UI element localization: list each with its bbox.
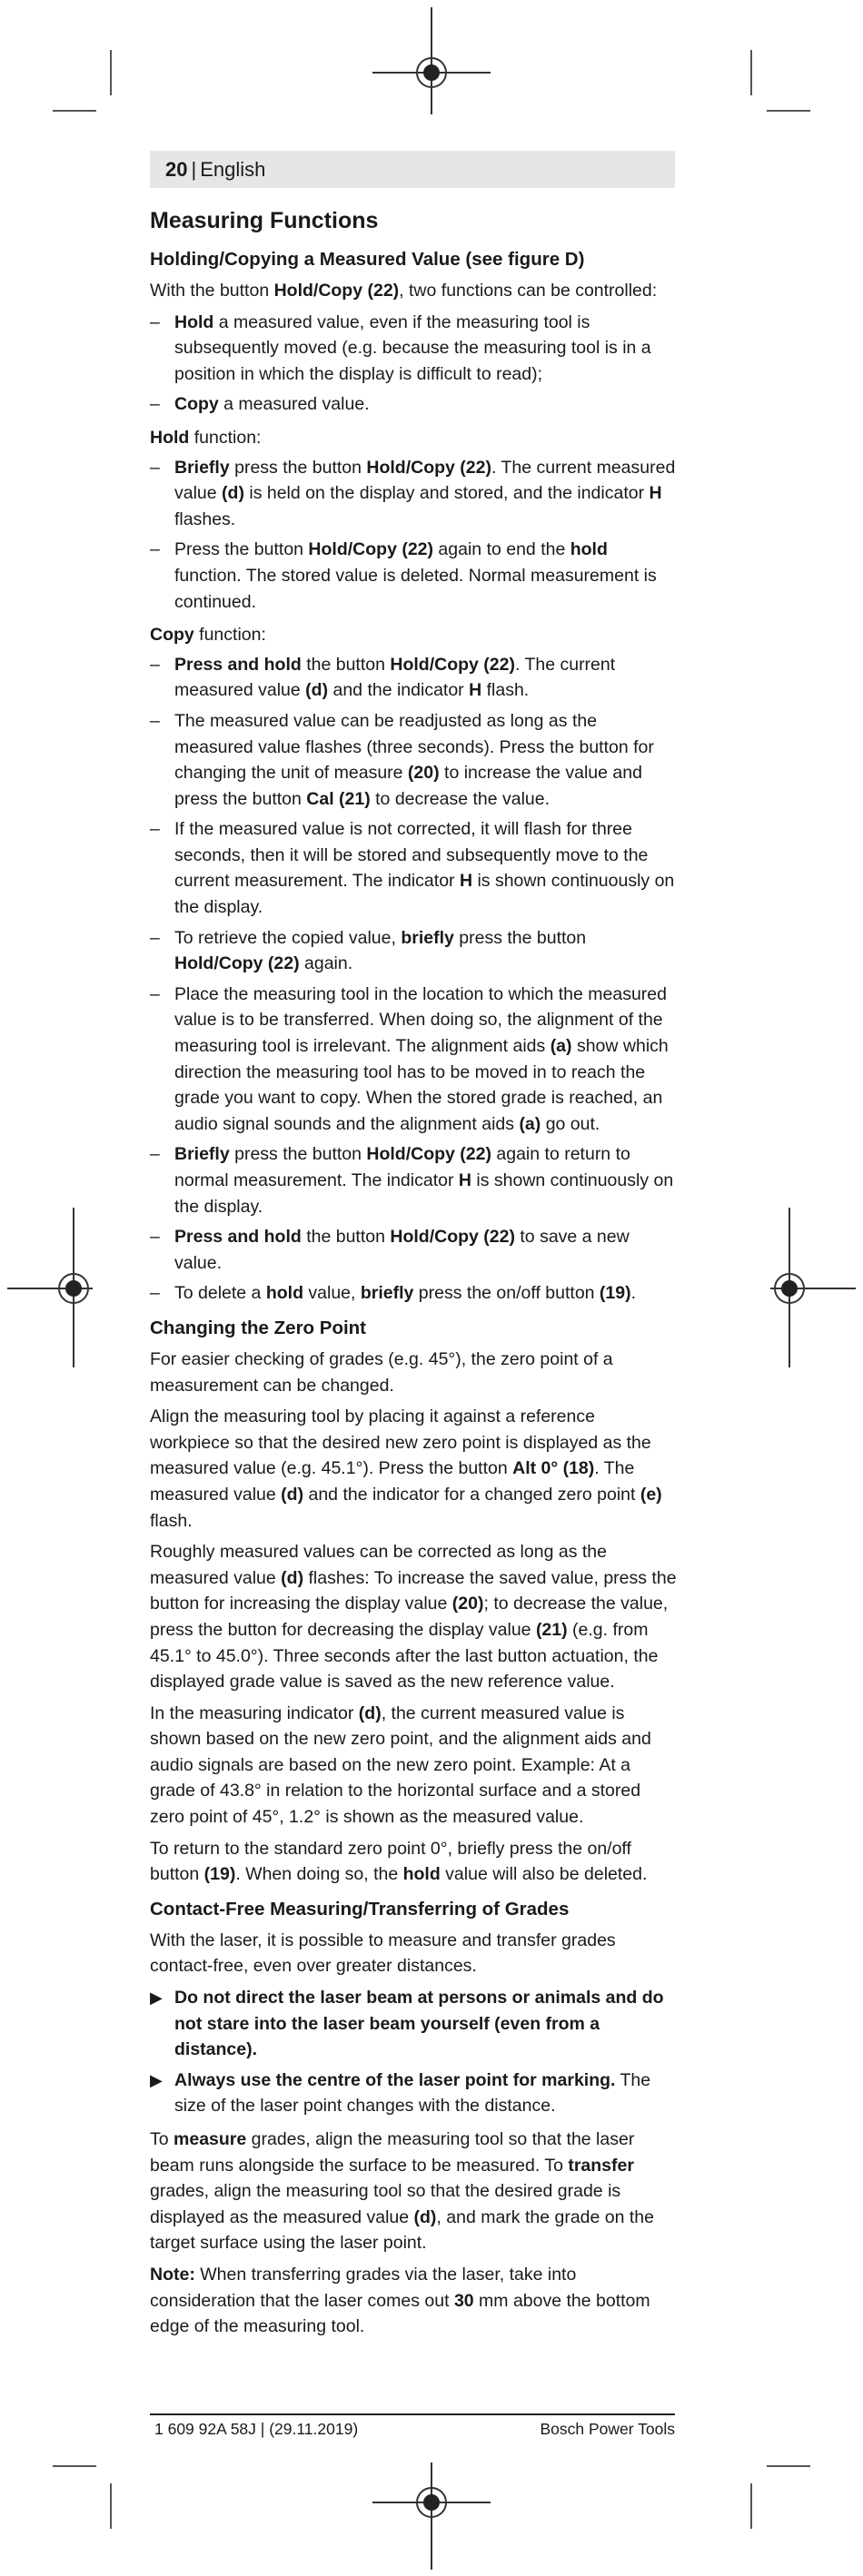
crop-mark xyxy=(110,50,112,95)
list-item: – Copy a measured value. xyxy=(150,391,677,418)
footer-doc-info xyxy=(154,2419,358,2439)
section-heading-hold-copy: Holding/Copying a Measured Value (see figure D) xyxy=(150,249,585,270)
paragraph: With the laser, it is possible to measure and transfer grades contact-free, even over greater distances. xyxy=(150,1930,616,1977)
list-item: – Press and hold the button Hold/Copy (22). The current measured value (d) and the indicator H flash. xyxy=(150,652,677,704)
paragraph: For easier checking of grades (e.g. 45°), the zero point of a measurement can be changed. xyxy=(150,1348,613,1396)
arrow-right-icon: ▶ xyxy=(150,2070,163,2089)
list-item: – Briefly press the button Hold/Copy (22). The current measured value (d) is held on the display and stored, and the indicator H flashes. xyxy=(150,455,677,533)
page-number: 20 xyxy=(165,158,188,181)
bullet-list xyxy=(150,310,677,418)
paragraph: Align the measuring tool by placing it against a reference workpiece so that the desired new zero point is displayed as the measured value (e.g. 45.1°). Press the button Alt 0° (18). The measured value (d) and the indicator for a changed zero point (e) flash. xyxy=(150,1406,662,1531)
crop-mark xyxy=(53,110,96,112)
doc-date: (29.11.2019) xyxy=(269,2420,359,2438)
page-header xyxy=(150,151,675,188)
list-item: – Hold a measured value, even if the measuring tool is subsequently moved (e.g. because the measuring tool is in a position in which the display is difficult to read); xyxy=(150,310,677,388)
crop-mark xyxy=(53,2465,96,2467)
list-item: – To delete a hold value, briefly press the on/off button (19). xyxy=(150,1280,677,1307)
paragraph: With the button Hold/Copy (22), two functions can be controlled: xyxy=(150,281,658,301)
registration-target-icon xyxy=(774,1273,805,1304)
list-item: – Press the button Hold/Copy (22) again to end the hold function. The stored value is deleted. Normal measurement is continued. xyxy=(150,537,677,615)
header-text xyxy=(165,158,265,182)
section-heading-zero-point: Changing the Zero Point xyxy=(150,1317,367,1338)
page-title: Measuring Functions xyxy=(150,208,379,233)
footer-separator: | xyxy=(260,2420,265,2438)
registration-target-icon xyxy=(58,1273,89,1304)
section-heading-contact-free: Contact-Free Measuring/Transferring of Grades xyxy=(150,1898,570,1920)
crop-mark xyxy=(750,2483,752,2529)
crop-mark xyxy=(767,2465,810,2467)
paragraph: To measure grades, align the measuring tool so that the laser beam runs alongside the surface to be measured. To transfer grades, align the measuring tool so that the desired grade is displayed as the measured value (d), and mark the grade on the target surface using the laser point. xyxy=(150,2129,654,2254)
hold-function-label: Hold function: xyxy=(150,427,262,448)
warning-item: ▶ Always use the centre of the laser point for marking. The size of the laser point changes with the distance. xyxy=(150,2068,677,2119)
bullet-list xyxy=(150,455,677,616)
arrow-right-icon: ▶ xyxy=(150,1989,163,2008)
crop-mark xyxy=(110,2483,112,2529)
paragraph: In the measuring indicator (d), the current measured value is shown based on the new zero point, and the alignment aids and audio signals are based on the new zero point. Example: At a grade of 43.8° in relation to the horizontal surface and a stored zero point of 45°, 1.2° is shown as the measured value. xyxy=(150,1703,651,1828)
list-item: – If the measured value is not corrected, it will flash for three seconds, then it will be stored and subsequently move to the current measurement. The indicator H is shown continuously on the display. xyxy=(150,816,677,920)
main-content xyxy=(150,202,677,2345)
list-item: – Press and hold the button Hold/Copy (22) to save a new value. xyxy=(150,1224,677,1276)
warning-item: ▶ Do not direct the laser beam at persons or animals and do not stare into the laser beam yourself (even from a distance). xyxy=(150,1985,677,2063)
list-item: – Place the measuring tool in the location to which the measured value is to be transferred. When doing so, the alignment of the measuring tool is irrelevant. The alignment aids (a) show which direction the measuring tool has to be moved in to reach the grade you want to copy. When the stored grade is reached, an audio signal sounds and the alignment aids (a) go out. xyxy=(150,982,677,1138)
list-item: – To retrieve the copied value, briefly press the button Hold/Copy (22) again. xyxy=(150,925,677,977)
crop-mark xyxy=(767,110,810,112)
footer-divider xyxy=(150,2413,675,2415)
paragraph: Roughly measured values can be corrected as long as the measured value (d) flashes: To increase the saved value, press the button for increasing the display value (20); to decrease the value, press the button for decreasing the display value (21) (e.g. from 45.1° to 45.0°). Three seconds after the last button actuation, the displayed grade value is saved as the new reference value. xyxy=(150,1542,677,1693)
header-separator: | xyxy=(191,158,197,181)
list-item: – Briefly press the button Hold/Copy (22) again to return to normal measurement. The indicator H is shown continuously on the display. xyxy=(150,1141,677,1219)
doc-number: 1 609 92A 58J xyxy=(154,2420,256,2438)
registration-target-icon xyxy=(416,2487,447,2518)
header-language: English xyxy=(200,158,266,181)
registration-target-icon xyxy=(416,57,447,88)
copy-function-label: Copy function: xyxy=(150,625,266,646)
note-paragraph: Note: When transferring grades via the laser, take into consideration that the laser comes out 30 mm above the bottom edge of the measuring tool. xyxy=(150,2264,650,2337)
warning-list xyxy=(150,1985,677,2119)
crop-mark xyxy=(750,50,752,95)
footer-brand: Bosch Power Tools xyxy=(540,2420,675,2438)
bullet-list xyxy=(150,652,677,1307)
list-item: – The measured value can be readjusted as long as the measured value flashes (three seconds). Press the button for changing the unit of measure (20) to increase the value and press the button Cal (21) to decrease the value. xyxy=(150,708,677,812)
paragraph: To return to the standard zero point 0°, briefly press the on/off button (19). When doing so, the hold value will also be deleted. xyxy=(150,1838,648,1885)
